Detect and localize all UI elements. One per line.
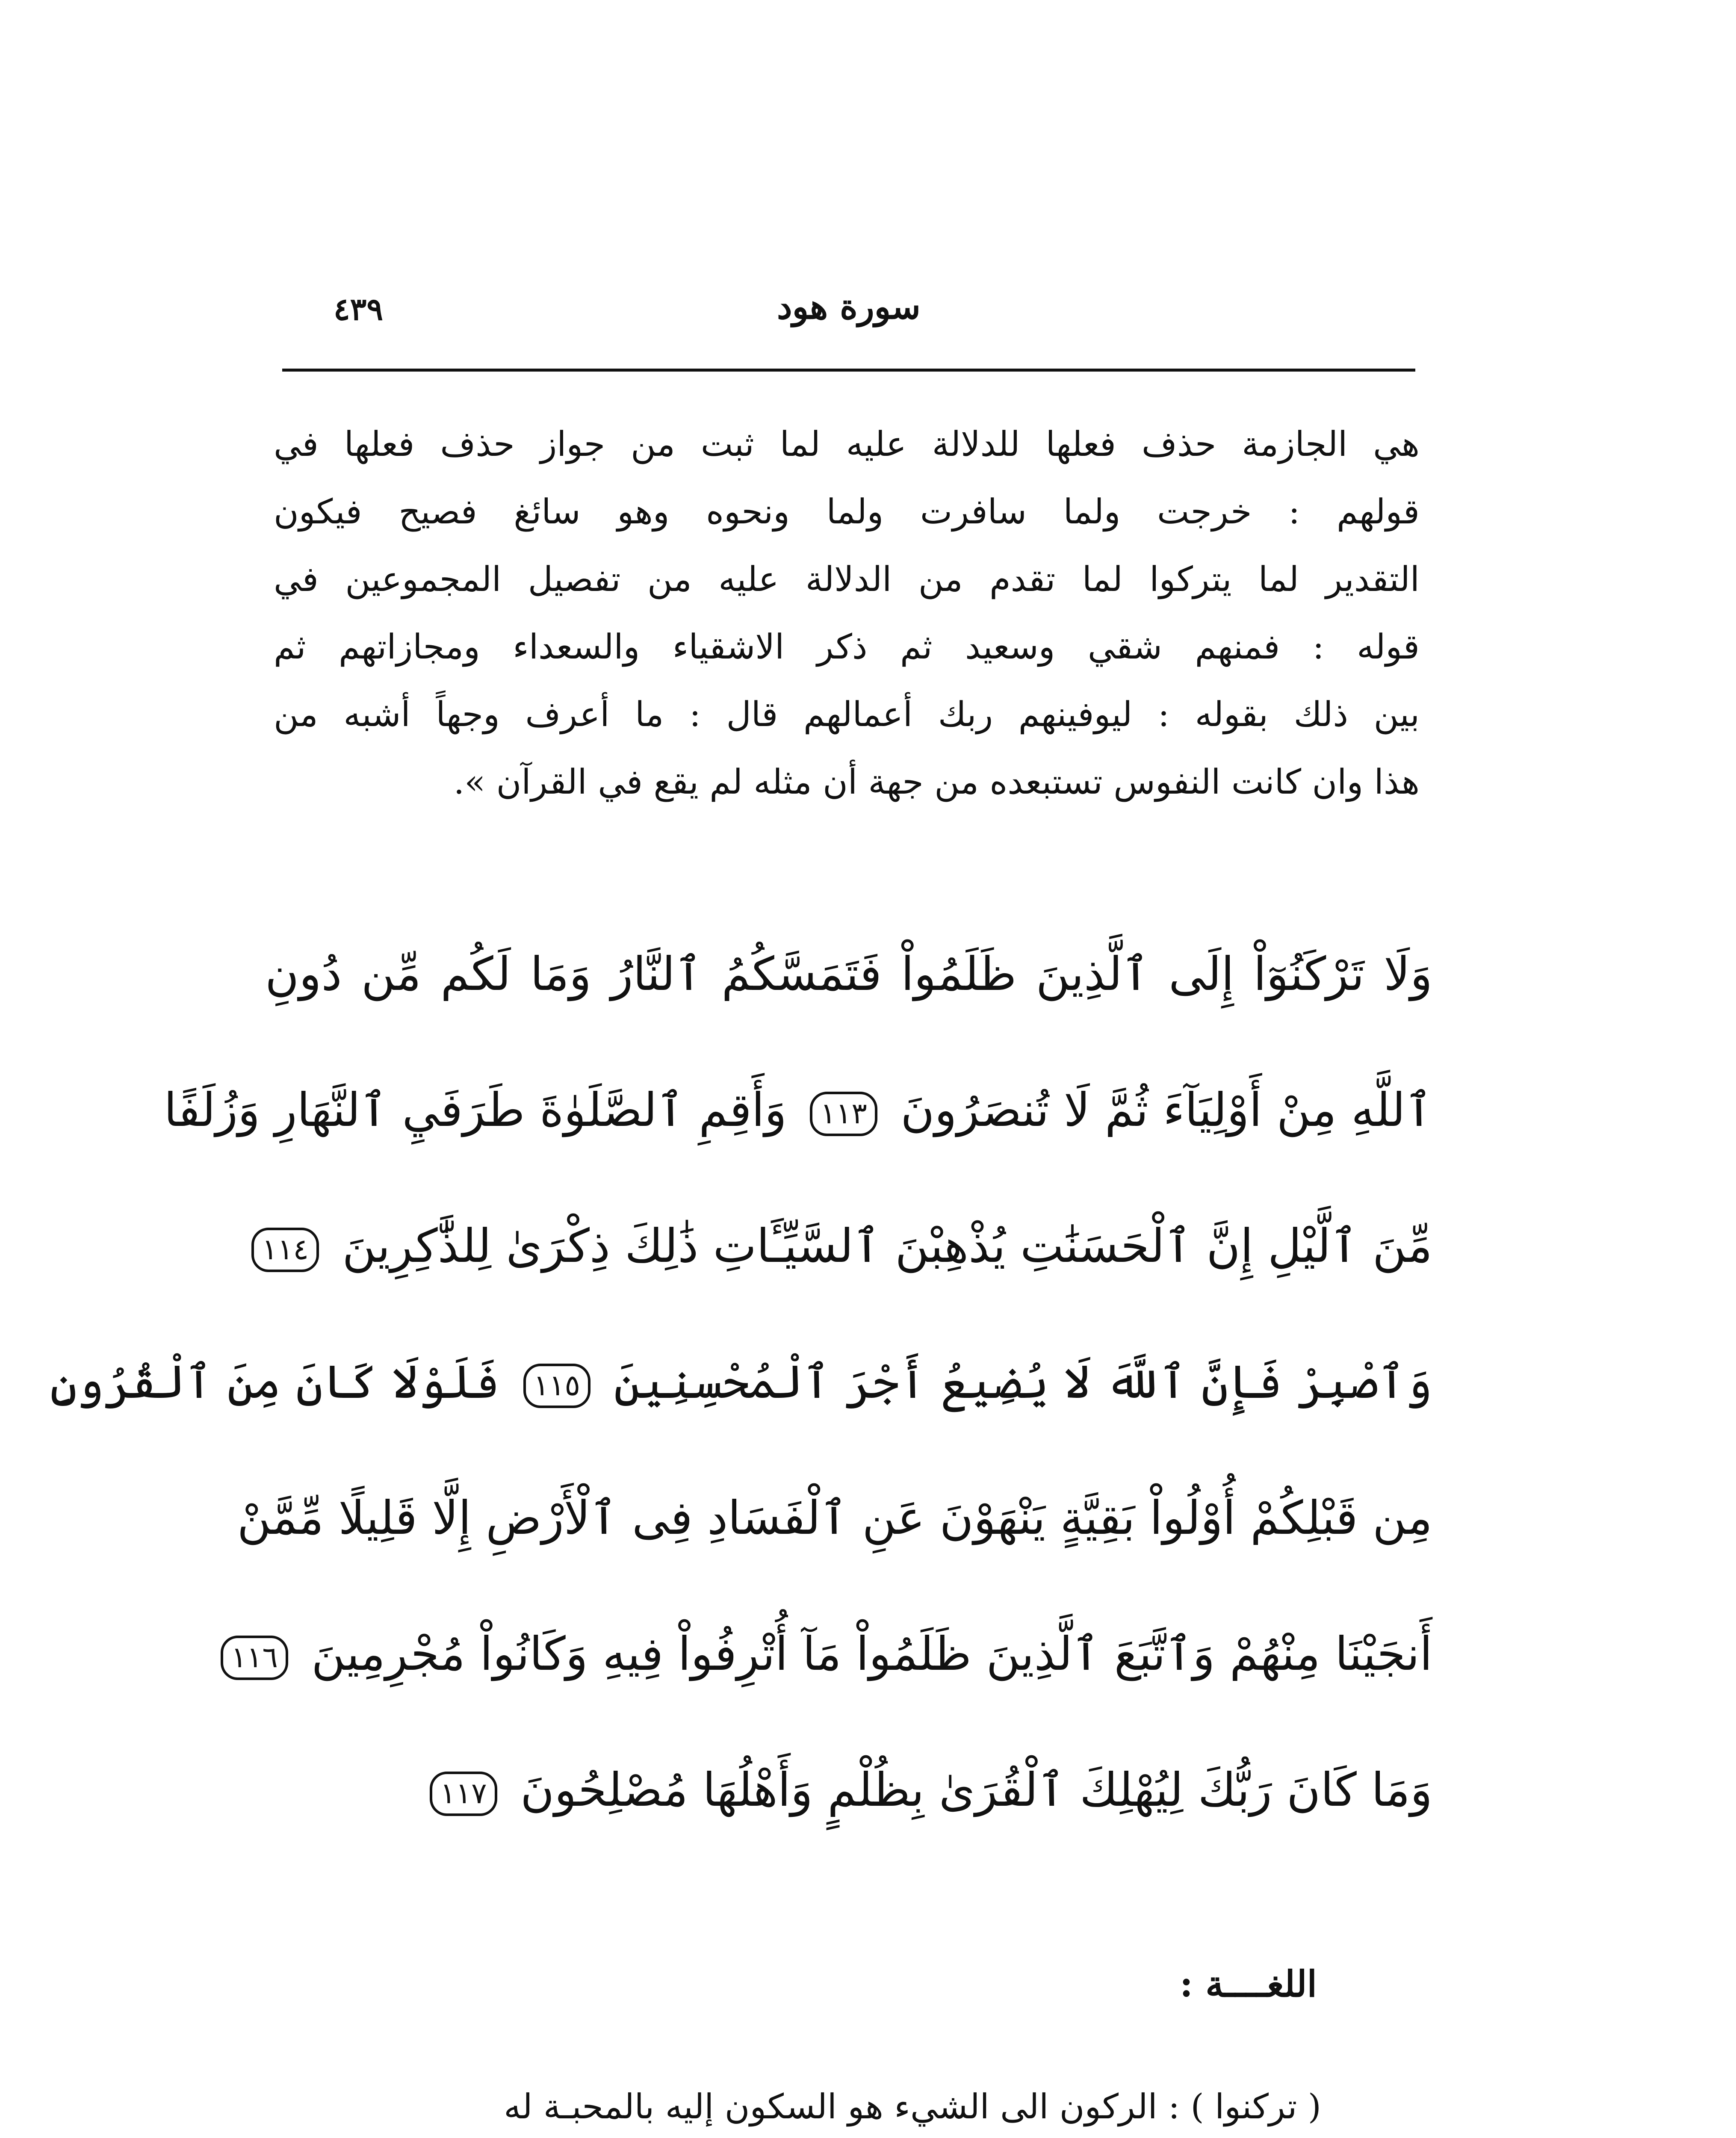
commentary-line: التقدير لما يتركوا لما تقدم من الدلالة عليه من تفصيل المجموعين في [274, 559, 1420, 599]
commentary-line: بين ذلك بقوله : ليوفينهم ربك أعمالهم قال : ما أعرف وجهاً أشبه من [274, 694, 1420, 734]
commentary-line: هي الجازمة حذف فعلها للدلالة عليه لما ثبت من جواز حذف فعلها في [274, 424, 1420, 464]
verse-line [265, 907, 1432, 1042]
verse-line [231, 1586, 1432, 1722]
ayah-number-marker: ١١٦ [221, 1636, 288, 1680]
verse-line [164, 1042, 1432, 1178]
commentary-line: قولهم : خرجت ولما سافرت ولما ونحوه وهو سائغ فصيح فيكون [274, 492, 1420, 532]
verse-text: وَٱصْبِرْ فَإِنَّ ٱللَّهَ لَا يُضِيعُ أَجْرَ ٱلْمُحْسِنِينَ [614, 1355, 1432, 1409]
commentary-paragraph [274, 410, 1420, 816]
page-header [282, 282, 1415, 342]
commentary-line: هذا وان كانت النفوس تستبعده من جهة أن مثله لم يقع في القرآن ». [453, 762, 1420, 802]
quran-verses [50, 907, 1432, 1858]
ayah-number-marker: ١١٧ [430, 1772, 497, 1816]
verse-text: وَمَا كَانَ رَبُّكَ لِيُهْلِكَ ٱلْقُرَىٰ بِظُلْمٍ وَأَهْلُهَا مُصْلِحُونَ [520, 1763, 1432, 1817]
verse-text: ٱللَّهِ مِنْ أَوْلِيَآءَ ثُمَّ لَا تُنصَرُونَ [900, 1084, 1432, 1137]
verse-line [265, 1722, 1432, 1858]
word-definition: ( تركنوا ) : الركون الى الشيء هو السكون إليه بالمحبـة له [504, 2087, 1321, 2126]
ayah-number-marker: ١١٣ [810, 1092, 877, 1136]
section-heading: اللغــــة : [1180, 1963, 1317, 2005]
verse-line [262, 1178, 1432, 1314]
ayah-number-marker: ١١٥ [523, 1364, 591, 1408]
surah-title: سورة هود [777, 286, 921, 327]
ayah-number-marker: ١١٤ [251, 1228, 319, 1272]
commentary-line: قوله : فمنهم شقي وسعيد ثم ذكر الاشقياء والسعداء ومجازاتهم ثم [274, 627, 1420, 667]
verse-text: أَنجَيْنَا مِنْهُمْ وَٱتَّبَعَ ٱلَّذِينَ ظَلَمُواْ مَآ أُتْرِفُواْ فِيهِ وَكَانُواْ مُجْرِمِينَ [311, 1627, 1432, 1681]
header-divider [282, 369, 1415, 372]
verse-text: وَأَقِمِ ٱلصَّلَوٰةَ طَرَفَيِ ٱلنَّهَارِ وَزُلَفًا [164, 1084, 787, 1137]
verse-text: مِن قَبْلِكُمْ أُوْلُواْ بَقِيَّةٍ يَنْهَوْنَ عَنِ ٱلْفَسَادِ فِى ٱلْأَرْضِ إِلَّا قَلِيلًا مِّمَّنْ [237, 1491, 1432, 1545]
verse-line [237, 1450, 1432, 1586]
verse-line [50, 1314, 1432, 1450]
verse-text: مِّنَ ٱلَّيْلِ إِنَّ ٱلْحَسَنَٰتِ يُذْهِبْنَ ٱلسَّيِّـَٔاتِ ذَٰلِكَ ذِكْرَىٰ لِلذَّٰكِرِينَ [342, 1220, 1432, 1273]
verse-text: وَلَا تَرْكَنُوٓاْ إِلَى ٱلَّذِينَ ظَلَمُواْ فَتَمَسَّكُمُ ٱلنَّارُ وَمَا لَكُم مِّن دُونِ [265, 948, 1432, 1001]
page-number: ٤٣٩ [334, 291, 384, 327]
verse-text: فَلَوْلَا كَانَ مِنَ ٱلْقُرُونِ [50, 1355, 500, 1409]
